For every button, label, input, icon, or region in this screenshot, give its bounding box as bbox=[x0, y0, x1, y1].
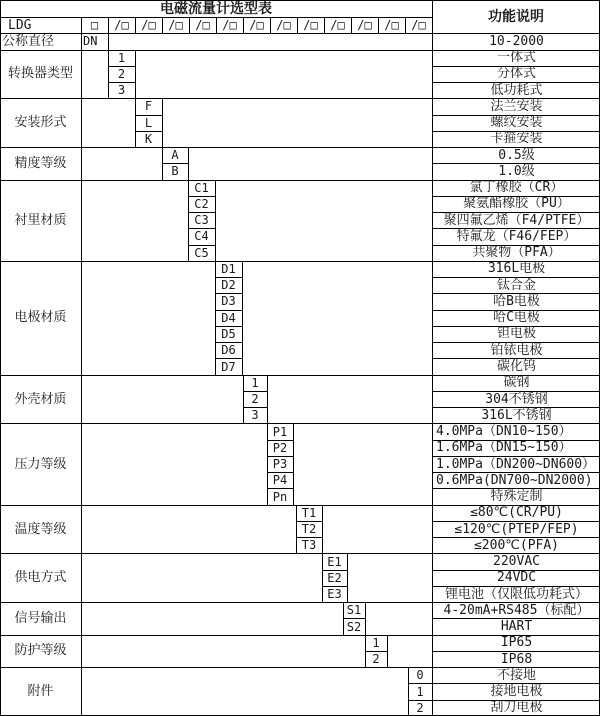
option-desc-cell: 1.6MPa（DN15~150） bbox=[436, 440, 572, 456]
option-desc-cell: 哈B电极 bbox=[493, 293, 540, 309]
option-code-cell: F bbox=[144, 99, 153, 114]
option-code-cell: C3 bbox=[194, 213, 209, 228]
option-desc-cell: 特殊定制 bbox=[490, 489, 543, 505]
grid-line bbox=[267, 375, 268, 424]
option-desc-cell: 氯丁橡胶（CR） bbox=[469, 180, 564, 196]
grid-line bbox=[387, 635, 388, 668]
category-label: 公称直径 bbox=[2, 33, 55, 49]
option-desc-cell: 分体式 bbox=[496, 66, 536, 82]
option-code-cell: 2 bbox=[416, 700, 424, 715]
option-code-cell: 1 bbox=[117, 50, 126, 65]
model-code-box: /□ bbox=[222, 18, 237, 33]
option-desc-cell: 共聚物（PFA） bbox=[472, 245, 561, 261]
model-code-box: /□ bbox=[276, 18, 291, 33]
option-code-cell: S1 bbox=[346, 603, 362, 618]
option-code-cell: 2 bbox=[372, 652, 380, 667]
option-desc-cell: 螺纹安装 bbox=[490, 115, 543, 131]
option-code-cell: T2 bbox=[301, 522, 317, 537]
option-code-cell: 2 bbox=[251, 392, 259, 406]
option-code-cell: Pn bbox=[272, 489, 288, 504]
option-code-cell: P3 bbox=[272, 457, 288, 472]
option-code-cell: A bbox=[171, 148, 179, 163]
option-code-cell: E3 bbox=[327, 587, 342, 602]
option-code-cell: D6 bbox=[221, 343, 236, 358]
option-desc-cell: 不接地 bbox=[496, 667, 536, 683]
model-code-box: /□ bbox=[330, 18, 345, 33]
option-desc-cell: IP65 bbox=[500, 635, 533, 651]
category-label: 电极材质 bbox=[14, 310, 67, 326]
category-label: 信号输出 bbox=[14, 610, 67, 626]
grid-line bbox=[347, 553, 348, 602]
option-desc-cell: 316L不锈钢 bbox=[481, 407, 552, 423]
option-code-cell: C1 bbox=[194, 180, 209, 195]
option-desc-cell: ≤120℃(PTEP/FEP) bbox=[454, 521, 579, 537]
option-code-cell: 3 bbox=[117, 83, 126, 98]
option-desc-cell: 1.0级 bbox=[498, 163, 535, 179]
option-desc-cell: 铂铱电极 bbox=[490, 342, 543, 358]
option-code-cell: 1 bbox=[372, 635, 380, 650]
grid-line bbox=[81, 17, 82, 716]
model-code-box: /□ bbox=[384, 18, 399, 33]
option-desc-cell: 0.5级 bbox=[498, 147, 535, 163]
option-code-cell: C4 bbox=[194, 229, 209, 244]
option-code-cell: 0 bbox=[416, 668, 424, 683]
option-code-cell: D2 bbox=[221, 278, 236, 293]
option-code-cell: T1 bbox=[301, 505, 317, 520]
option-desc-cell: 304不锈钢 bbox=[485, 391, 548, 407]
option-code-cell: C2 bbox=[194, 196, 209, 211]
grid-line bbox=[215, 180, 216, 261]
grid-line bbox=[365, 602, 366, 635]
category-label: 精度等级 bbox=[14, 155, 67, 171]
option-desc-cell: ≤80℃(CR/PU) bbox=[470, 505, 563, 521]
option-desc-cell: 法兰安装 bbox=[490, 98, 543, 114]
option-desc-cell: 一体式 bbox=[496, 50, 536, 66]
option-desc-cell: 卡箍安装 bbox=[490, 131, 543, 147]
option-desc-cell: 刮刀电极 bbox=[490, 700, 543, 716]
category-label: 防护等级 bbox=[14, 643, 67, 659]
model-code-box: /□ bbox=[114, 18, 129, 33]
option-desc-cell: 低功耗式 bbox=[490, 82, 543, 98]
category-label: 供电方式 bbox=[14, 570, 67, 586]
option-desc-cell: ≤200℃(PFA) bbox=[473, 537, 560, 553]
option-code-cell: D3 bbox=[221, 294, 236, 309]
function-column-header: 功能说明 bbox=[488, 8, 544, 25]
option-desc-cell: 0.6MPa(DN700~DN2000) bbox=[436, 472, 593, 488]
option-code-cell: B bbox=[171, 164, 179, 179]
grid-line bbox=[293, 423, 294, 504]
option-desc-cell: 特氟龙（F46/FEP） bbox=[456, 228, 577, 244]
option-desc-cell: HART bbox=[500, 619, 533, 635]
option-code-cell: C5 bbox=[194, 245, 209, 260]
option-desc-cell: 碳钢 bbox=[503, 375, 530, 391]
option-desc-cell: 316L电极 bbox=[487, 261, 546, 277]
option-desc-cell: 钛合金 bbox=[496, 277, 536, 293]
option-code-cell: E2 bbox=[327, 570, 342, 585]
grid-line bbox=[242, 261, 243, 375]
model-code-box: /□ bbox=[141, 18, 156, 33]
option-desc-cell: 10-2000 bbox=[489, 33, 544, 49]
option-code-cell: DN bbox=[83, 34, 98, 49]
table-title: 电磁流量计选型表 bbox=[160, 0, 272, 17]
grid-line bbox=[108, 33, 109, 49]
model-code-box: /□ bbox=[411, 18, 426, 33]
option-code-cell: 3 bbox=[251, 408, 259, 423]
option-code-cell: P4 bbox=[272, 473, 288, 488]
grid-line bbox=[322, 505, 323, 554]
option-desc-cell: 4.0MPa（DN10~150） bbox=[436, 424, 572, 440]
category-label: 转换器类型 bbox=[7, 66, 73, 82]
option-desc-cell: 哈C电极 bbox=[493, 310, 540, 326]
grid-line bbox=[0, 0, 600, 1]
model-code-box: /□ bbox=[303, 18, 318, 33]
category-label: 温度等级 bbox=[14, 521, 67, 537]
option-code-cell: P1 bbox=[272, 424, 288, 439]
option-code-cell: P2 bbox=[272, 440, 288, 455]
option-code-cell: L bbox=[144, 115, 153, 130]
category-label: 附件 bbox=[27, 684, 54, 700]
option-desc-cell: 接地电极 bbox=[490, 684, 543, 700]
option-code-cell: T3 bbox=[301, 538, 317, 553]
category-label: 外壳材质 bbox=[14, 391, 67, 407]
option-desc-cell: 锂电池（仅限低功耗式） bbox=[444, 586, 588, 602]
option-desc-cell: 1.0MPa（DN200~DN600） bbox=[436, 456, 596, 472]
model-code-box: /□ bbox=[195, 18, 210, 33]
option-code-cell: E1 bbox=[327, 554, 342, 569]
option-desc-cell: 聚氨酯橡胶（PU） bbox=[463, 196, 570, 212]
option-desc-cell: 220VAC bbox=[493, 554, 540, 570]
option-code-cell: D5 bbox=[221, 326, 236, 341]
category-label: 衬里材质 bbox=[14, 212, 67, 228]
option-code-cell: K bbox=[144, 131, 153, 146]
option-desc-cell: 4-20mA+RS485（标配） bbox=[443, 602, 590, 618]
model-code-box: /□ bbox=[357, 18, 372, 33]
option-desc-cell: 24VDC bbox=[496, 570, 537, 586]
model-prefix-label: LDG bbox=[8, 17, 32, 33]
option-desc-cell: 钽电极 bbox=[496, 326, 536, 342]
model-code-box: /□ bbox=[168, 18, 183, 33]
option-code-cell: 2 bbox=[117, 66, 126, 81]
option-code-cell: 1 bbox=[251, 375, 259, 390]
category-label: 压力等级 bbox=[14, 456, 67, 472]
option-code-cell: 1 bbox=[416, 684, 424, 699]
grid-line bbox=[188, 147, 189, 180]
model-code-box: /□ bbox=[249, 18, 264, 33]
option-desc-cell: IP68 bbox=[500, 651, 533, 667]
option-code-cell: S2 bbox=[346, 619, 362, 634]
option-code-cell: D7 bbox=[221, 359, 236, 374]
option-code-cell: D4 bbox=[221, 310, 236, 325]
grid-line bbox=[162, 98, 163, 147]
option-code-cell: D1 bbox=[221, 261, 236, 276]
grid-line bbox=[135, 50, 136, 99]
category-label: 安装形式 bbox=[14, 115, 67, 131]
option-desc-cell: 碳化钨 bbox=[496, 359, 536, 374]
model-code-box: □ bbox=[90, 18, 99, 33]
option-desc-cell: 聚四氟乙烯（F4/PTFE） bbox=[443, 212, 590, 228]
